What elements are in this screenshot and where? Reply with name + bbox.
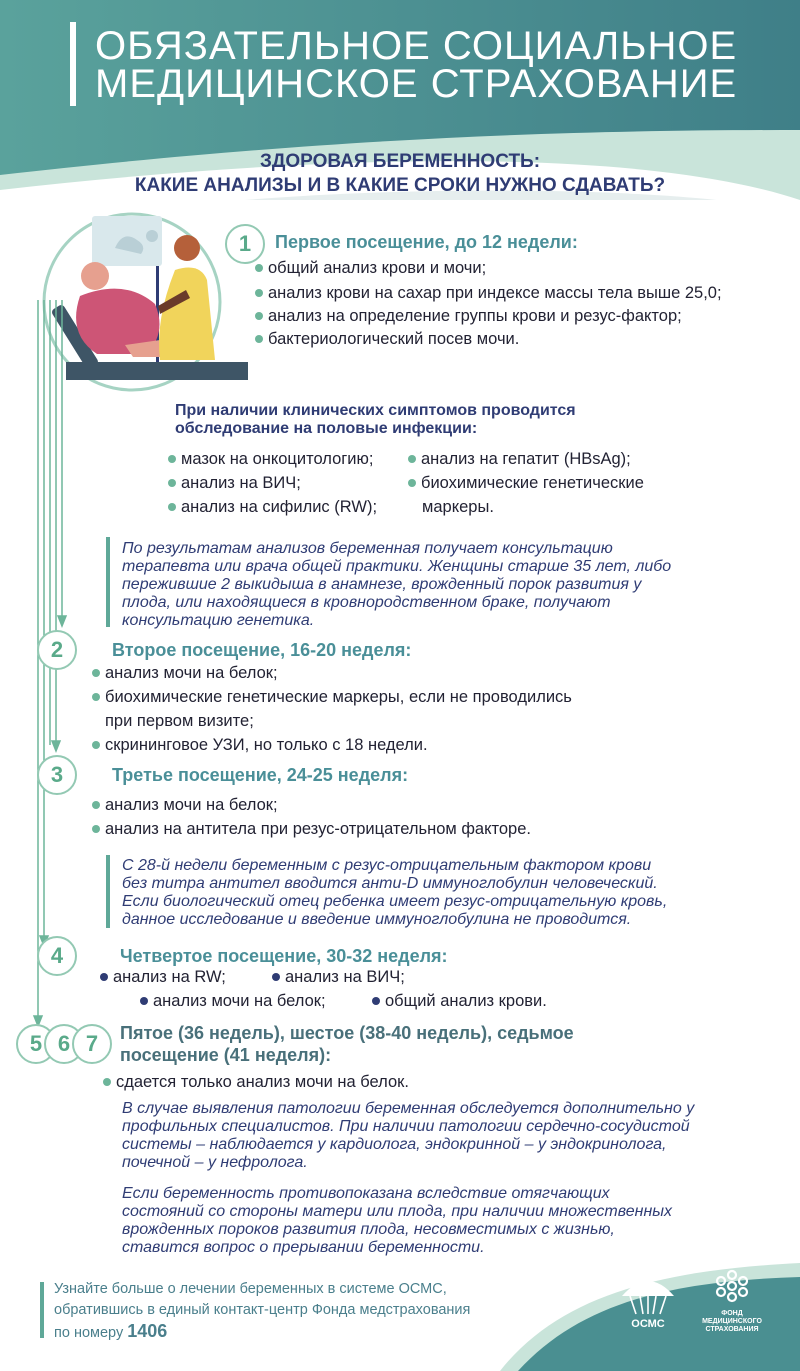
clinical-item: мазок на онкоцитологию; [168, 448, 373, 470]
bullet-dot [168, 503, 176, 511]
bullet-dot [103, 1078, 111, 1086]
visit-3-title: Третье посещение, 24-25 неделя: [112, 765, 409, 785]
visit-3-item: анализ на антитела при резус-отрицательном факторе. [92, 818, 531, 840]
visit-1-item: бактериологический посев мочи. [255, 328, 519, 350]
bullet-dot [408, 455, 416, 463]
visit-4-item: общий анализ крови. [372, 990, 547, 1012]
bullet-dot [408, 479, 416, 487]
visit-1-badge: 1 [225, 224, 265, 264]
visit-4-item: анализ мочи на белок; [140, 990, 326, 1012]
bullet-dot [272, 973, 280, 981]
note-accent-bar [106, 855, 110, 928]
fund-logo-icon [712, 1266, 752, 1306]
visit-4-item: анализ на RW; [100, 966, 226, 988]
bullet-dot [255, 312, 263, 320]
visit-2-item: биохимические генетические маркеры, если не проводились [92, 686, 572, 708]
bullet-dot [372, 997, 380, 1005]
subtitle-line2: КАКИЕ АНАЛИЗЫ И В КАКИЕ СРОКИ НУЖНО СДАВАТЬ? [134, 175, 666, 196]
bullet-dot [255, 335, 263, 343]
subtitle-line1: ЗДОРОВАЯ БЕРЕМЕННОСТЬ: [259, 151, 541, 172]
visit-1-title: Первое посещение, до 12 недели: [275, 232, 578, 252]
bullet-dot [92, 741, 100, 749]
bullet-dot [255, 289, 263, 297]
visit-2-title: Второе посещение, 16-20 неделя: [112, 640, 412, 660]
page-title-line2: МЕДИЦИНСКОЕ СТРАХОВАНИЕ [95, 62, 738, 106]
clinical-item: анализ на сифилис (RW); [168, 496, 377, 518]
bullet-dot [92, 801, 100, 809]
clinical-item: анализ на ВИЧ; [168, 472, 301, 494]
visit-7-badge: 7 [72, 1024, 112, 1064]
bullet-dot [92, 825, 100, 833]
clinical-item: анализ на гепатит (HBsAg); [408, 448, 631, 470]
bullet-dot [140, 997, 148, 1005]
osms-logo-label: ОСМС [631, 1318, 665, 1330]
bullet-dot [255, 264, 263, 272]
clinical-heading: При наличии клинических симптомов проводится обследование на половые инфекции: [175, 402, 576, 437]
visit-4-badge: 4 [37, 936, 77, 976]
clinical-item: биохимические генетические [408, 472, 644, 494]
footer-contact-text: Узнайте больше о лечении беременных в системе ОСМС, обратившись в единый контакт-центр Фонда медстрахования по номеру 1406 [54, 1281, 471, 1341]
visit-2-badge: 2 [37, 630, 77, 670]
visit-2-item: анализ мочи на белок; [92, 662, 278, 684]
visit-3-badge: 3 [37, 755, 77, 795]
note-accent-bar [106, 537, 110, 627]
bullet-dot [92, 669, 100, 677]
visit-2-item: скрининговое УЗИ, но только с 18 недели. [92, 734, 428, 756]
fund-logo-label: ФОНД МЕДИЦИНСКОГО СТРАХОВАНИЯ [702, 1310, 762, 1333]
note-specialists: В случае выявления патологии беременная обследуется дополнительно у профильных специалистов. При наличии патологии сердечно-сосудистой системы – наблюдается у кардиолога, эндокринной – у эндокринолога, почечной – у нефролога. [122, 1100, 695, 1171]
visit-4-title: Четвертое посещение, 30-32 неделя: [120, 946, 448, 966]
note-genetics: По результатам анализов беременная получает консультацию терапевта или врача общей практики. Женщины старше 35 лет, либо пережившие 2 выкидыша в анамнезе, врожденный порок развития у плода, или находящиеся в кровнородственном браке, получают консультацию генетика. [122, 540, 672, 629]
contact-phone[interactable]: 1406 [127, 1321, 168, 1341]
note-anti-d: С 28-й недели беременным с резус-отрицательным фактором крови без титра антител вводится анти-D иммуноглобулин человеческий. Если биологический отец ребенка имеет резус-отрицательную кровь, данное исследование и введение иммуноглобулина не проводится. [122, 857, 668, 928]
visit-567-item: сдается только анализ мочи на белок. [103, 1071, 409, 1093]
page-subtitle [0, 150, 800, 198]
bullet-dot [168, 479, 176, 487]
visit-5-badge: 5 [16, 1024, 56, 1064]
page-title-line1: ОБЯЗАТЕЛЬНОЕ СОЦИАЛЬНОЕ [95, 24, 738, 68]
visit-1-item: общий анализ крови и мочи; [255, 257, 486, 279]
title-accent-bar [70, 22, 76, 106]
bullet-dot [92, 693, 100, 701]
visit-6-badge: 6 [44, 1024, 84, 1064]
bullet-dot [168, 455, 176, 463]
umbrella-logo-icon [618, 1268, 678, 1318]
footer-accent-bar [40, 1282, 44, 1338]
visit-1-item: анализ крови на сахар при индексе массы тела выше 25,0; [255, 282, 722, 304]
visit-3-item: анализ мочи на белок; [92, 794, 278, 816]
visit-567-title: Пятое (36 недель), шестое (38-40 недель), седьмое посещение (41 неделя): [120, 1023, 574, 1065]
visit-2-item-cont: при первом визите; [105, 712, 254, 730]
visit-4-item: анализ на ВИЧ; [272, 966, 405, 988]
bullet-dot [100, 973, 108, 981]
visit-1-item: анализ на определение группы крови и резус-фактор; [255, 305, 682, 327]
clinical-item-cont: маркеры. [422, 498, 494, 516]
note-termination: Если беременность противопоказана вследствие отягчающих состояний со стороны матери или плода, при наличии множественных врожденных пороков развития плода, несовместимых с жизнью, ставится вопрос о прерывании беременности. [122, 1185, 673, 1256]
